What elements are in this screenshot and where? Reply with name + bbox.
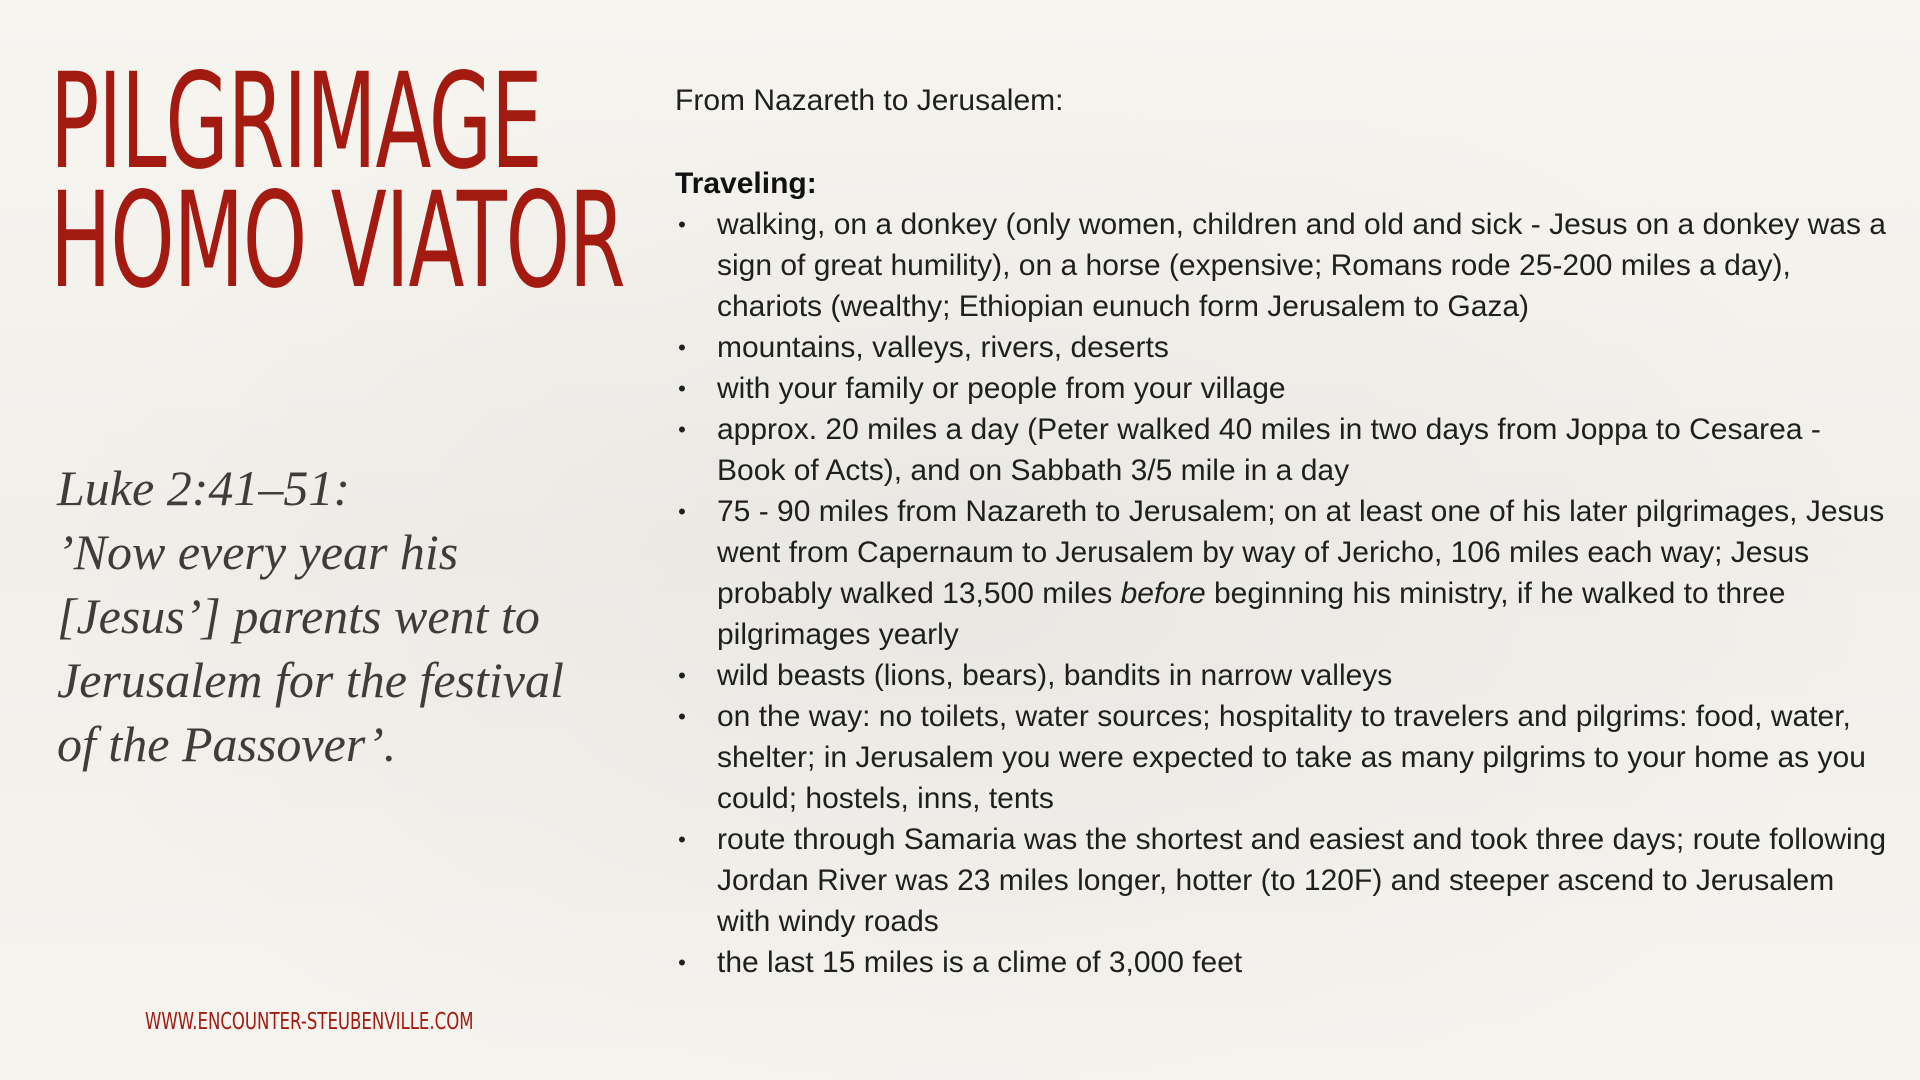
bullet-icon: • [678, 704, 686, 729]
bullet-item-9 [675, 942, 1890, 983]
bullet-text: route through Samaria was the shortest and easiest and took three days; route following Jordan River was 23 miles longer, hotter (to 120F) and steeper ascend to Jerusalem with windy roads [717, 823, 1887, 938]
travel-content [675, 80, 1890, 983]
bullet-text: on the way: no toilets, water sources; hospitality to travelers and pilgrims: food, water, shelter; in Jerusalem you were expected to take as many pilgrims to your home as you could; hostels, inns, tents [717, 700, 1866, 815]
bullet-item-8 [675, 819, 1890, 942]
bullet-text-segment-before: 75 - 90 miles from Nazareth to Jerusalem; on at least one of his later pilgrimages, Jesus went from Capernaum to Jerusalem by way of Jericho, 106 miles each way; Jesus probably walked 13,500 miles [717, 495, 1885, 610]
quote-line-4: Jerusalem for the festival [57, 652, 564, 708]
bullet-item-1 [675, 204, 1890, 327]
bullet-text: the last 15 miles is a clime of 3,000 feet [717, 946, 1243, 979]
bullet-text-segment-after: beginning his ministry, if he walked to three pilgrimages yearly [717, 577, 1786, 651]
bullet-item-3 [675, 368, 1890, 409]
bullet-text: walking, on a donkey (only women, children and old and sick - Jesus on a donkey was a sign of great humility), on a horse (expensive; Romans rode 25-200 miles a day), chariots (wealthy; Ethiopian eunuch form Jerusalem to Gaza) [717, 208, 1886, 323]
bullet-text: with your family or people from your village [717, 372, 1286, 405]
bullet-item-2 [675, 327, 1890, 368]
bullet-text [717, 491, 1890, 655]
intro-text: From Nazareth to Jerusalem: [675, 84, 1064, 117]
quote-line-5: of the Passover’. [57, 716, 397, 772]
bullet-icon: • [678, 212, 686, 237]
bullet-icon: • [678, 950, 686, 975]
quote-line-1: Luke 2:41–51: [57, 460, 350, 516]
bullet-icon: • [678, 335, 686, 360]
bullet-icon: • [678, 376, 686, 401]
bullet-text: wild beasts (lions, bears), bandits in narrow valleys [717, 659, 1393, 692]
bullet-item-7 [675, 696, 1890, 819]
luke-quote [57, 456, 637, 776]
bullet-text-italic-segment: before [1120, 577, 1206, 610]
bullet-icon: • [678, 417, 686, 442]
bullet-text: approx. 20 miles a day (Peter walked 40 miles in two days from Joppa to Cesarea - Book of Acts), and on Sabbath 3/5 mile in a day [717, 413, 1821, 487]
bullet-icon: • [678, 663, 686, 688]
bullet-icon: • [678, 499, 686, 524]
section-title: Traveling: [675, 167, 817, 200]
quote-line-2: ’Now every year his [57, 524, 459, 580]
bullet-item-6 [675, 655, 1890, 696]
title-line-primary: PILGRIMAGE [50, 45, 542, 199]
bullet-text: mountains, valleys, rivers, deserts [717, 331, 1169, 364]
bullet-item-4 [675, 409, 1890, 491]
bullet-item-5 [675, 491, 1890, 655]
quote-line-3: [Jesus’] parents went to [57, 588, 540, 644]
bullet-icon: • [678, 827, 686, 852]
travel-bullet-list [675, 204, 1890, 983]
title-line-secondary: HOMO VIATOR [50, 164, 625, 319]
website-url: WWW.ENCOUNTER-STEUBENVILLE.COM [145, 1009, 474, 1035]
